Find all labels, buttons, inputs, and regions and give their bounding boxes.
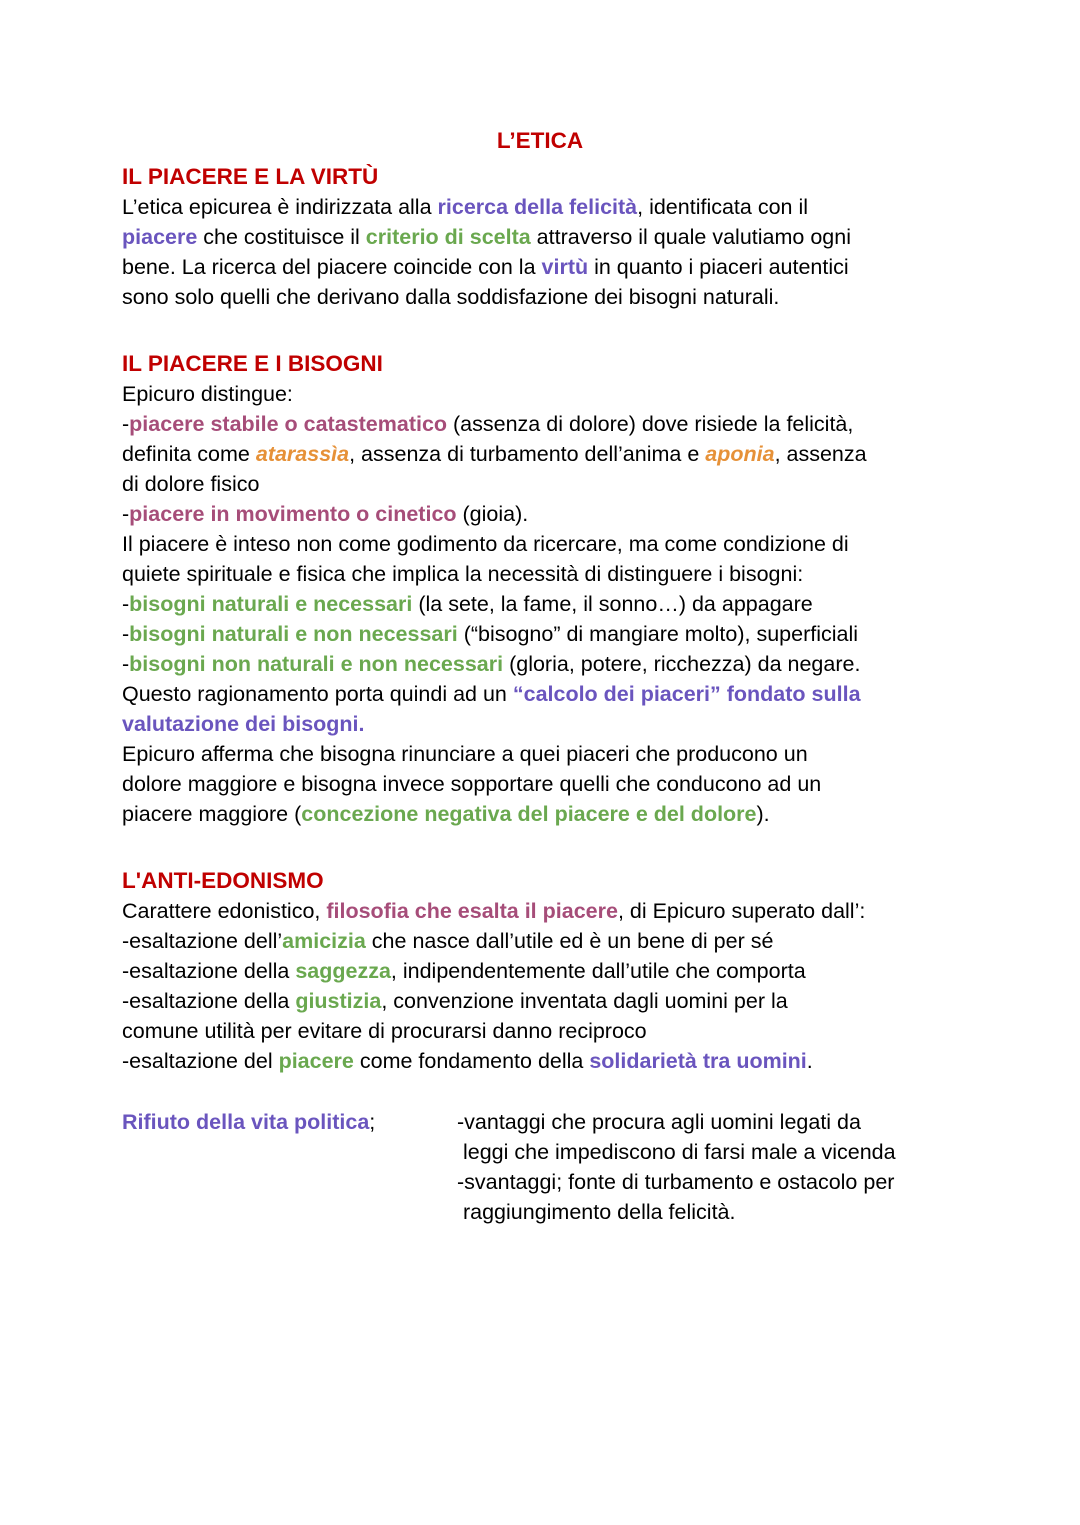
document-content bbox=[0, 162, 1080, 1227]
text-segment: concezione negativa del piacere e del dolore bbox=[301, 802, 757, 826]
text-segment: atarassìa bbox=[255, 442, 350, 466]
text-segment: comune utilità per evitare di procurarsi danno reciproco bbox=[122, 1019, 647, 1043]
paragraph-gap bbox=[122, 312, 1040, 343]
section-heading: IL PIACERE E LA VIRTÙ bbox=[122, 164, 379, 189]
text-line bbox=[122, 282, 1040, 312]
text-segment: Epicuro afferma che bisogna rinunciare a quei piaceri che producono un bbox=[122, 742, 808, 766]
text-segment: sono solo quelli che derivano dalla soddisfazione dei bisogni naturali. bbox=[122, 285, 780, 309]
text-segment: bisogni naturali e necessari bbox=[129, 592, 413, 616]
text-segment: “calcolo dei piaceri” fondato sulla bbox=[512, 682, 861, 706]
text-segment: filosofia che esalta il piacere bbox=[326, 899, 618, 923]
text-segment: -esaltazione della bbox=[122, 989, 296, 1013]
text-segment: . bbox=[806, 1049, 813, 1073]
text-segment: Epicuro distingue: bbox=[122, 382, 293, 406]
text-line bbox=[122, 529, 1040, 559]
text-line bbox=[122, 1016, 1040, 1046]
text-segment: bisogni non naturali e non necessari bbox=[129, 652, 504, 676]
text-segment: criterio di scelta bbox=[365, 225, 531, 249]
text-line: -svantaggi; fonte di turbamento e ostacolo per bbox=[457, 1170, 895, 1194]
text-line bbox=[122, 499, 1040, 529]
text-segment: aponia bbox=[705, 442, 775, 466]
text-segment: che nasce dall’utile ed è un bene di per sé bbox=[365, 929, 774, 953]
text-segment: dolore maggiore e bisogna invece sopportare quelli che conducono ad un bbox=[122, 772, 822, 796]
text-segment: (assenza di dolore) dove risiede la felicità, bbox=[447, 412, 854, 436]
text-segment: - bbox=[122, 502, 130, 526]
section-heading: L'ANTI-EDONISMO bbox=[122, 868, 324, 893]
text-line bbox=[122, 679, 1040, 709]
text-segment: Carattere edonistico, bbox=[122, 899, 327, 923]
text-segment: , assenza di turbamento dell’anima e bbox=[349, 442, 706, 466]
text-segment: - bbox=[122, 652, 130, 676]
text-line bbox=[122, 222, 1040, 252]
text-segment: virtù bbox=[541, 255, 589, 279]
text-line bbox=[122, 896, 1040, 926]
text-line bbox=[122, 649, 1040, 679]
text-line bbox=[122, 252, 1040, 282]
text-segment: Questo ragionamento porta quindi ad un bbox=[122, 682, 513, 706]
text-line bbox=[122, 409, 1040, 439]
text-segment: piacere bbox=[278, 1049, 354, 1073]
text-line bbox=[122, 469, 1040, 499]
document-title: L’ETICA bbox=[496, 128, 584, 153]
text-line bbox=[122, 739, 1040, 769]
hanging-text bbox=[457, 1107, 896, 1227]
text-line bbox=[122, 589, 1040, 619]
text-line bbox=[122, 192, 1040, 222]
text-segment: in quanto i piaceri autentici bbox=[588, 255, 849, 279]
text-segment: valutazione dei bisogni. bbox=[122, 712, 365, 736]
text-segment: Rifiuto della vita politica bbox=[122, 1110, 370, 1134]
hanging-label bbox=[122, 1107, 457, 1137]
text-line bbox=[122, 926, 1040, 956]
text-line: leggi che impediscono di farsi male a vicenda bbox=[457, 1140, 896, 1164]
section-heading: IL PIACERE E I BISOGNI bbox=[122, 351, 383, 376]
text-line: raggiungimento della felicità. bbox=[457, 1200, 736, 1224]
text-segment: -esaltazione della bbox=[122, 959, 296, 983]
text-segment: (la sete, la fame, il sonno…) da appagare bbox=[412, 592, 813, 616]
text-segment: amicizia bbox=[282, 929, 366, 953]
text-line: -vantaggi che procura agli uomini legati da bbox=[457, 1110, 861, 1134]
text-segment: ricerca della felicità bbox=[437, 195, 638, 219]
text-line bbox=[122, 439, 1040, 469]
text-segment: - bbox=[122, 622, 130, 646]
text-segment: definita come bbox=[122, 442, 256, 466]
text-segment: quiete spirituale e fisica che implica la necessità di distinguere i bisogni: bbox=[122, 562, 804, 586]
text-segment: bisogni naturali e non necessari bbox=[129, 622, 458, 646]
text-segment: (“bisogno” di mangiare molto), superficiali bbox=[457, 622, 859, 646]
text-segment: , identificata con il bbox=[637, 195, 809, 219]
text-segment: , indipendentemente dall’utile che comporta bbox=[390, 959, 806, 983]
hanging-paragraph bbox=[122, 1107, 1040, 1227]
text-segment: solidarietà tra uomini bbox=[589, 1049, 807, 1073]
text-segment: (gioia). bbox=[456, 502, 529, 526]
text-segment: , assenza bbox=[774, 442, 867, 466]
text-line bbox=[122, 619, 1040, 649]
text-line bbox=[122, 769, 1040, 799]
text-segment: ). bbox=[756, 802, 770, 826]
text-line bbox=[122, 799, 1040, 829]
text-segment: , convenzione inventata dagli uomini per la bbox=[381, 989, 788, 1013]
paragraph-gap bbox=[122, 1076, 1040, 1107]
paragraph-gap bbox=[122, 829, 1040, 860]
text-segment: attraverso il quale valutiamo ogni bbox=[530, 225, 851, 249]
text-line bbox=[122, 709, 1040, 739]
text-line bbox=[122, 986, 1040, 1016]
text-segment: Il piacere è inteso non come godimento da ricercare, ma come condizione di bbox=[122, 532, 849, 556]
text-segment: -esaltazione del bbox=[122, 1049, 279, 1073]
text-segment: che costituisce il bbox=[197, 225, 366, 249]
text-segment: , di Epicuro superato dall’: bbox=[617, 899, 866, 923]
text-segment: giustizia bbox=[295, 989, 382, 1013]
text-segment: piacere maggiore ( bbox=[122, 802, 302, 826]
text-segment: piacere in movimento o cinetico bbox=[129, 502, 457, 526]
text-segment: bene. La ricerca del piacere coincide con la bbox=[122, 255, 542, 279]
text-line bbox=[122, 379, 1040, 409]
document-blocks bbox=[122, 162, 1040, 1227]
text-segment: come fondamento della bbox=[353, 1049, 590, 1073]
text-segment: di dolore fisico bbox=[122, 472, 260, 496]
text-segment: piacere stabile o catastematico bbox=[129, 412, 448, 436]
text-segment: -esaltazione dell’ bbox=[122, 929, 283, 953]
text-segment: piacere bbox=[122, 225, 198, 249]
text-segment: - bbox=[122, 592, 130, 616]
text-segment: saggezza bbox=[295, 959, 391, 983]
text-segment: ; bbox=[369, 1110, 376, 1134]
text-line bbox=[122, 559, 1040, 589]
text-line bbox=[122, 956, 1040, 986]
text-line bbox=[122, 1046, 1040, 1076]
text-segment: (gloria, potere, ricchezza) da negare. bbox=[503, 652, 861, 676]
text-segment: L’etica epicurea è indirizzata alla bbox=[122, 195, 438, 219]
text-segment: - bbox=[122, 412, 130, 436]
